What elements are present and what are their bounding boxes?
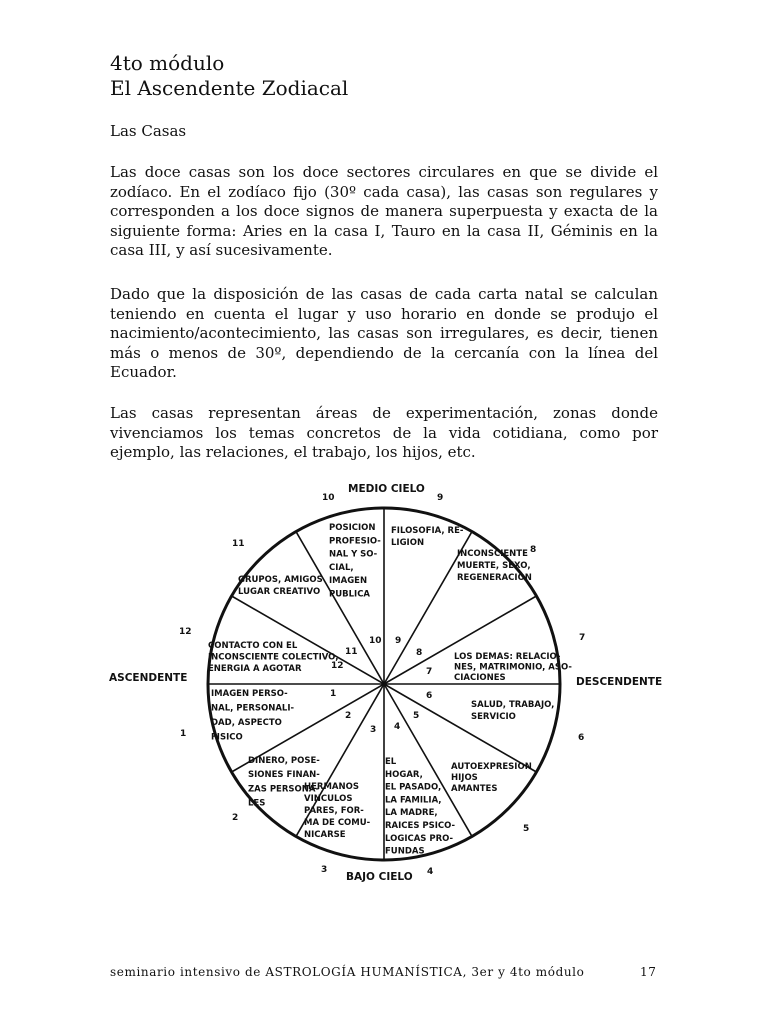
house-number-outer-9: 9 (437, 493, 444, 503)
house-number-outer-8: 8 (530, 545, 537, 555)
house-label-12-line: CONTACTO CON EL (208, 641, 298, 651)
house-number-inner-5: 5 (413, 711, 420, 721)
house-label-6-line: SERVICIO (471, 712, 516, 722)
house-number-inner-6: 6 (426, 691, 433, 701)
house-label-8-line: MUERTE, SEXO, (457, 561, 531, 571)
house-label-9-line: LIGION (391, 538, 425, 548)
house-label-8-line: INCONSCIENTE (457, 549, 528, 559)
house-label-2-line: LES (248, 798, 266, 809)
house-number-inner-1: 1 (330, 689, 337, 699)
house-number-inner-10: 10 (369, 636, 382, 646)
module-heading: 4to módulo (110, 51, 225, 75)
page-title: El Ascendente Zodiacal (110, 76, 349, 100)
house-label-1-line: FISICO (211, 732, 243, 743)
house-label-4-line: EL (385, 757, 397, 767)
house-number-inner-9: 9 (395, 636, 402, 646)
paragraph-3: Las casas representan áreas de experimentación, zonas donde vivenciamos los temas concretos de la vida cotidiana, como por ejemplo, las relaciones, el trabajo, los hijos, etc. (110, 404, 658, 461)
house-label-4-line: EL PASADO, (385, 782, 442, 793)
house-number-outer-2: 2 (232, 813, 239, 823)
house-label-1-line: IMAGEN PERSO- (211, 689, 288, 699)
house-number-inner-11: 11 (345, 647, 358, 657)
house-label-10-line: PROFESIO- (329, 536, 381, 547)
house-number-outer-1: 1 (180, 729, 187, 739)
house-label-12-line: ENERGIA A AGOTAR (208, 664, 302, 674)
house-label-4-line: HOGAR, (385, 769, 423, 780)
house-number-outer-6: 6 (578, 733, 585, 743)
house-label-3-line: MA DE COMU- (304, 818, 371, 828)
house-label-12-line: INCONSCIENTE COLECTIVO, (208, 652, 339, 663)
house-label-10-line: IMAGEN (329, 576, 368, 587)
house-number-inner-4: 4 (394, 722, 401, 732)
house-label-2-line: ZAS PERSONA- (248, 784, 319, 795)
page-number: 17 (640, 965, 657, 979)
house-label-7-line: LOS DEMAS: RELACIO- (454, 652, 561, 662)
house-number-outer-7: 7 (579, 633, 586, 643)
direction-label-right: DESCENDENTE (576, 676, 663, 688)
direction-label-left: ASCENDENTE (109, 672, 188, 684)
house-wheel-diagram (100, 478, 670, 898)
house-label-4-line: LA FAMILIA, (385, 795, 442, 806)
house-number-inner-12: 12 (331, 661, 344, 671)
house-number-inner-8: 8 (416, 648, 423, 658)
house-label-10-line: PUBLICA (329, 589, 371, 600)
house-divider (384, 684, 536, 772)
house-label-10-line: POSICION (329, 523, 376, 533)
house-number-outer-5: 5 (523, 824, 530, 834)
house-label-10-line: CIAL, (329, 562, 354, 573)
house-label-5-line: HIJOS (451, 773, 478, 783)
section-heading: Las Casas (110, 122, 187, 140)
footer-text: seminario intensivo de ASTROLOGÍA HUMANÍSTICA, 3er y 4to módulo (110, 965, 585, 979)
house-label-5-line: AUTOEXPRESION (451, 762, 532, 772)
house-label-2-line: DINERO, POSE- (248, 756, 320, 766)
paragraph-1: Las doce casas son los doce sectores circulares en que se divide el zodíaco. En el zodíaco fijo (30º cada casa), las casas son regulares y corresponden a los doce signos de manera superpuesta y exacta de la siguiente forma: Aries en la casa I, Tauro en la casa II, Géminis en la casa III, y así sucesivamente. (110, 163, 658, 259)
house-number-outer-11: 11 (232, 539, 245, 549)
house-label-11-line: GRUPOS, AMIGOS (238, 575, 323, 585)
house-label-2-line: SIONES FINAN- (248, 770, 320, 781)
house-number-outer-4: 4 (427, 867, 434, 877)
house-number-inner-7: 7 (426, 667, 433, 677)
house-label-11-line: LUGAR CREATIVO (238, 587, 321, 597)
house-label-7-line: NES, MATRIMONIO, ASO- (454, 662, 572, 673)
house-label-3-line: HERMANOS (304, 782, 359, 792)
house-number-inner-2: 2 (345, 711, 352, 721)
house-label-9-line: FILOSOFIA, RE- (391, 526, 464, 536)
house-number-outer-10: 10 (322, 493, 335, 503)
house-label-8-line: REGENERACION (457, 573, 532, 583)
house-number-outer-3: 3 (321, 865, 328, 875)
house-number-inner-3: 3 (370, 725, 377, 735)
house-label-4-line: RAICES PSICO- (385, 821, 456, 831)
house-label-4-line: LA MADRE, (385, 808, 438, 819)
house-label-6-line: SALUD, TRABAJO, (471, 700, 555, 710)
direction-label-top: MEDIO CIELO (348, 483, 425, 495)
house-label-1-line: NAL, PERSONALI- (211, 703, 295, 714)
house-label-5-line: AMANTES (451, 784, 498, 794)
house-label-7-line: CIACIONES (454, 673, 506, 684)
house-label-3-line: VINCULOS (304, 794, 353, 804)
house-label-3-line: NICARSE (304, 830, 346, 840)
house-label-4-line: FUNDAS (385, 846, 425, 857)
house-label-3-line: PARES, FOR- (304, 806, 364, 816)
direction-label-bottom: BAJO CIELO (346, 871, 413, 883)
house-label-10-line: NAL Y SO- (329, 549, 378, 560)
paragraph-2: Dado que la disposición de las casas de cada carta natal se calculan teniendo en cuenta el lugar y uso horario en donde se produjo el nacimiento/acontecimiento, las casas son irregulares, es decir, tienen más o menos de 30º, dependiendo de la cercanía con la línea del Ecuador. (110, 285, 658, 381)
house-label-4-line: LOGICAS PRO- (385, 833, 454, 844)
house-label-1-line: DAD, ASPECTO (211, 718, 282, 728)
house-number-outer-12: 12 (179, 627, 192, 637)
